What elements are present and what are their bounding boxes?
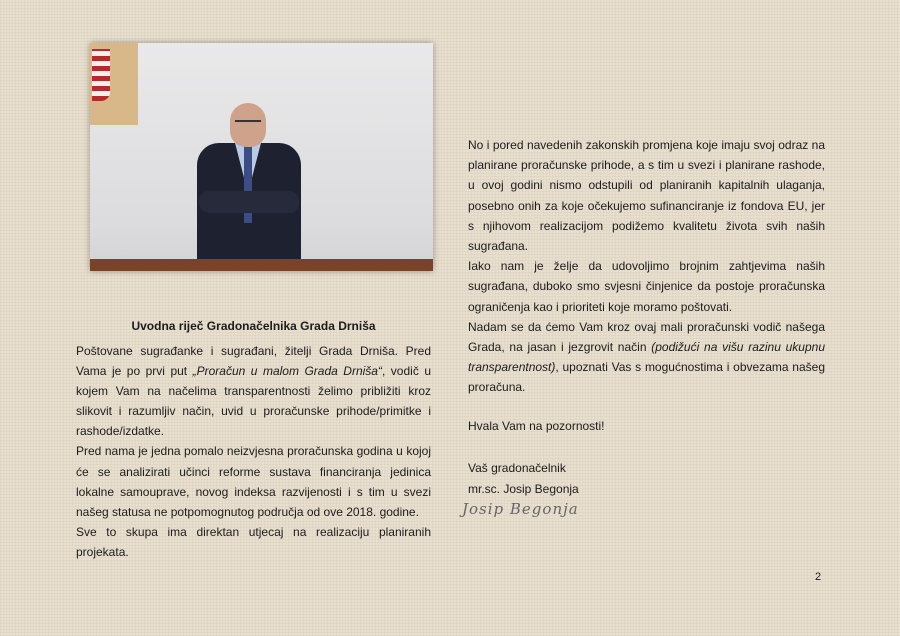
- coat-of-arms-icon: [92, 49, 110, 101]
- thanks-line: Hvala Vam na pozornosti!: [468, 419, 605, 433]
- mayor-photo: [90, 43, 433, 271]
- text-span: Nadam se da ćemo Vam kroz ovaj mali proračunski vodič našega Grada, na jasan i jezgrovit način: [468, 319, 825, 355]
- italic-note: (podižući na višu razinu ukupnu transparentnost): [468, 340, 825, 375]
- signoff-title: Vaš gradonačelnik: [468, 461, 566, 475]
- text-span: , upoznati Vas s mogućnostima i obvezama našeg proračuna.: [468, 360, 825, 395]
- text-span: Poštovane sugrađanke i sugrađani, žitelji Grada Drniša. Pred Vama je po prvi put: [76, 344, 431, 379]
- italic-title: „Proračun u malom Grada Drniša“: [192, 364, 382, 379]
- text-span: , vodič u kojem Vam na načelima transparentnosti želimo približiti kroz slikovit i razumljiv način, uvid u proračunske prihode/primitke i rashode/izdatke.: [76, 364, 431, 439]
- paragraph-2: Pred nama je jedna pomalo neizvjesna proračunska godina u kojoj će se analizirati učinci reforme sustava financiranja jedinica lokalne samouprave, novog indeksa razvijenosti i s tim u svezi našeg statusa ne potpomognutog područja od ove 2018. godine.: [76, 444, 431, 519]
- paragraph-4: No i pored navedenih zakonskih promjena koje imaju svoj odraz na planirane proračunske prihode, a s tim u svezi i planirane rashode, u ovoj godini nismo odstupili od planiranih kapitalnih ulaganja, posebno onih za koje očekujemo sufinanciranje iz fondova EU, jer s njihovom realizacijom podižemo kvalitetu života svih naših sugrađana.: [468, 138, 825, 254]
- mayor-figure: [197, 103, 301, 260]
- left-column-text: [76, 341, 431, 562]
- section-heading: Uvodna riječ Gradonačelnika Grada Drniša: [131, 319, 376, 333]
- floor-strip: [90, 259, 433, 271]
- paragraph-1: [76, 341, 431, 441]
- paragraph-6: [468, 317, 825, 398]
- signoff-block: [468, 458, 579, 500]
- paragraph-5: Iako nam je želje da udovoljimo brojnim zahtjevima naših sugrađana, duboko smo svjesni činjenice da postoje proračunska ograničenja kao i prioriteti koje moramo poštovati.: [468, 259, 825, 314]
- page-number: 2: [815, 571, 822, 583]
- handwritten-signature: Josip Begonja: [462, 500, 579, 518]
- paragraph-3: Sve to skupa ima direktan utjecaj na realizaciju planiranih projekata.: [76, 524, 431, 559]
- signoff-name: mr.sc. Josip Begonja: [468, 482, 579, 496]
- right-column-text: [468, 135, 825, 398]
